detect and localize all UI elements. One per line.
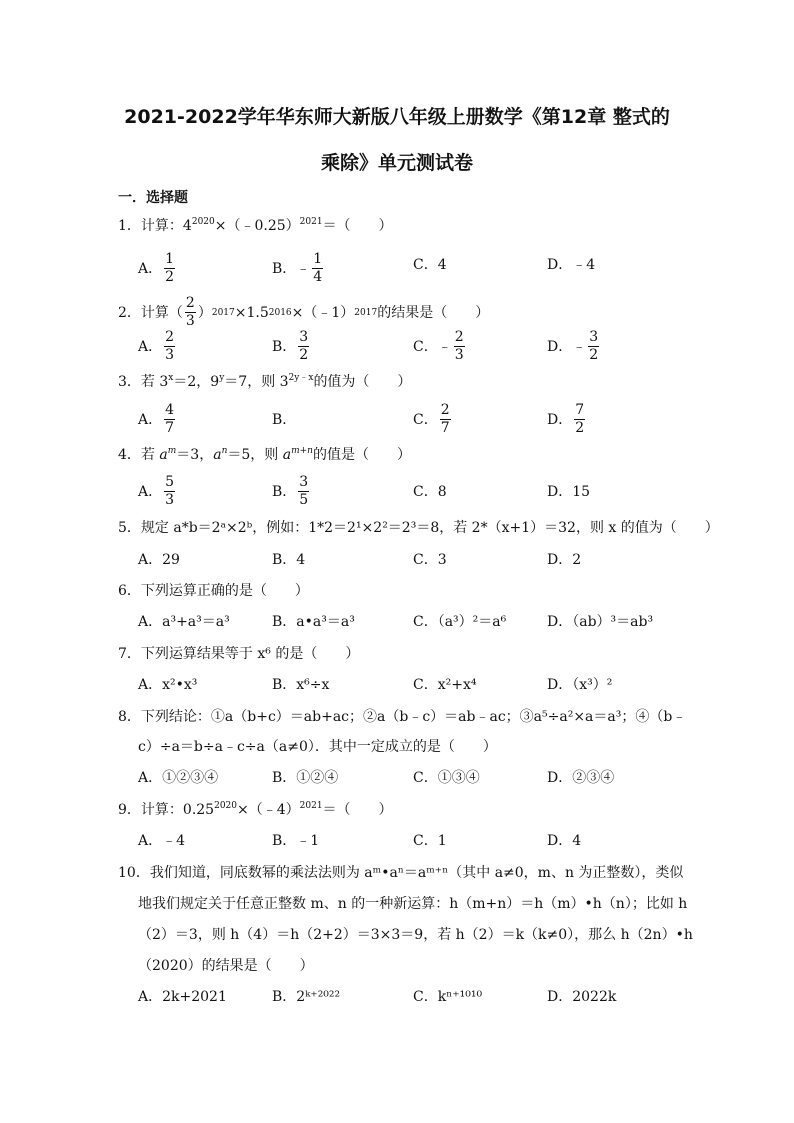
q1-option-d[interactable]: D．﹣4: [547, 257, 596, 273]
q1-option-c[interactable]: C．4: [413, 257, 447, 273]
q9-option-c[interactable]: C．1: [413, 833, 447, 849]
q6-option-d[interactable]: D．（ab）³＝ab³: [547, 614, 654, 630]
q10-option-a[interactable]: A．2k+2021: [138, 989, 227, 1005]
q8-option-b[interactable]: B．①②④: [272, 770, 339, 786]
q2-option-d[interactable]: D．﹣ $\frac{3}{2}$: [547, 329, 599, 363]
q7-option-a[interactable]: A．x²•x³: [138, 677, 198, 693]
q8-option-c[interactable]: C．①③④: [413, 770, 480, 786]
q2-option-c[interactable]: C．﹣ $\frac{2}{3}$: [413, 329, 464, 363]
q4-option-b[interactable]: B． $\frac{3}{5}$: [272, 474, 309, 508]
q9-option-d[interactable]: D．4: [547, 833, 582, 849]
q10-option-b[interactable]: B．2ᵏ⁺²⁰²²: [272, 989, 341, 1005]
q7-option-d[interactable]: D．（x³）²: [547, 677, 613, 693]
q10-option-d[interactable]: D．2022k: [547, 989, 617, 1005]
q7-option-c[interactable]: C．x²+x⁴: [413, 677, 477, 693]
exam-title-line-1: 2021-2022学年华东师大新版八年级上册数学《第12章 整式的: [124, 106, 670, 128]
q6-option-a[interactable]: A．a³+a³＝a³: [138, 614, 230, 630]
question-1: 1．计算：$4^{2020}\times(﹣0.25)^{2021}=$（ ）: [118, 217, 393, 234]
q4-option-d[interactable]: D．15: [547, 484, 591, 500]
q2-option-a[interactable]: A． $\frac{2}{3}$: [138, 329, 175, 363]
q1-option-a[interactable]: A． $\frac{1}{2}$: [138, 251, 175, 285]
q5-option-a[interactable]: A．29: [138, 552, 180, 568]
question-10: 10．我们知道，同底数幂的乘法法则为 aᵐ•aⁿ＝aᵐ⁺ⁿ（其中 a≠0，m、n 为正整数），类似: [118, 865, 684, 881]
question-4: 4．若 $a^m=3$，$a^n=5$，则 $a^{m+n}$的值是（ ）: [118, 446, 411, 463]
q4-option-a[interactable]: A． $\frac{5}{3}$: [138, 474, 175, 508]
question-2: 2． 计算（ $\frac{2}{3}$ ） 2017 ×1.5 2016 ×（﹣1） 2017 的结果是（ ）: [118, 295, 490, 329]
q6-option-c[interactable]: C．（a³）²＝a⁶: [413, 614, 507, 630]
q8-option-d[interactable]: D．②③④: [547, 770, 615, 786]
question-9: 9．计算：$0.25^{2020}\times(﹣4)^{2021}=$（ ）: [118, 801, 393, 818]
exam-title-line-2: 乘除》单元测试卷: [320, 152, 473, 174]
q3-option-a[interactable]: A． $\frac{4}{7}$: [138, 402, 175, 436]
q3-option-c[interactable]: C． $\frac{2}{7}$: [413, 402, 450, 436]
section-heading: 一．选择题: [118, 190, 188, 206]
question-3: 3．若 $3^x=2$，$9^y=7$，则 $3^{2y﹣x}$的值为（ ）: [118, 373, 412, 390]
q5-option-c[interactable]: C．3: [413, 552, 447, 568]
question-10-line-4: （2020）的结果是（ ）: [138, 958, 314, 974]
q10-option-c[interactable]: C．kⁿ⁺¹⁰¹⁰: [413, 989, 483, 1005]
question-6: 6．下列运算正确的是（ ）: [118, 583, 309, 599]
q4-option-c[interactable]: C．8: [413, 484, 447, 500]
q6-option-b[interactable]: B．a•a³＝a³: [272, 614, 355, 630]
question-8-continued: c）÷a＝b÷a﹣c÷a（a≠0）．其中一定成立的是（ ）: [138, 739, 497, 755]
question-10-line-2: 地我们规定关于任意正整数 m、n 的一种新运算：h（m+n）＝h（m）•h（n）；比如 h: [138, 896, 688, 912]
q9-option-b[interactable]: B．﹣1: [272, 833, 320, 849]
q3-option-d[interactable]: D． $\frac{7}{2}$: [547, 402, 585, 436]
question-5: 5．规定 a*b＝2ᵃ×2ᵇ，例如：1*2＝2¹×2²＝2³＝8，若 2*（x+1）＝32，则 x 的值为（ ）: [118, 520, 719, 536]
q3-option-b[interactable]: B．: [272, 412, 297, 428]
question-8: 8．下列结论：①a（b+c）＝ab+ac；②a（b﹣c）＝ab﹣ac；③a⁵÷a²×a＝a³；④（b﹣: [118, 709, 687, 725]
q8-option-a[interactable]: A．①②③④: [138, 770, 219, 786]
question-10-line-3: （2）＝3，则 h（4）＝h（2+2）＝3×3＝9，若 h（2）＝k（k≠0），那么 h（2n）•h: [138, 927, 693, 943]
q5-option-b[interactable]: B．4: [272, 552, 306, 568]
question-7: 7．下列运算结果等于 x⁶ 的是（ ）: [118, 646, 360, 662]
q1-option-b[interactable]: B．﹣ $\frac{1}{4}$: [272, 251, 323, 285]
q7-option-b[interactable]: B．x⁶÷x: [272, 677, 330, 693]
q9-option-a[interactable]: A．﹣4: [138, 833, 186, 849]
q2-option-b[interactable]: B． $\frac{3}{2}$: [272, 329, 309, 363]
q5-option-d[interactable]: D．2: [547, 552, 582, 568]
